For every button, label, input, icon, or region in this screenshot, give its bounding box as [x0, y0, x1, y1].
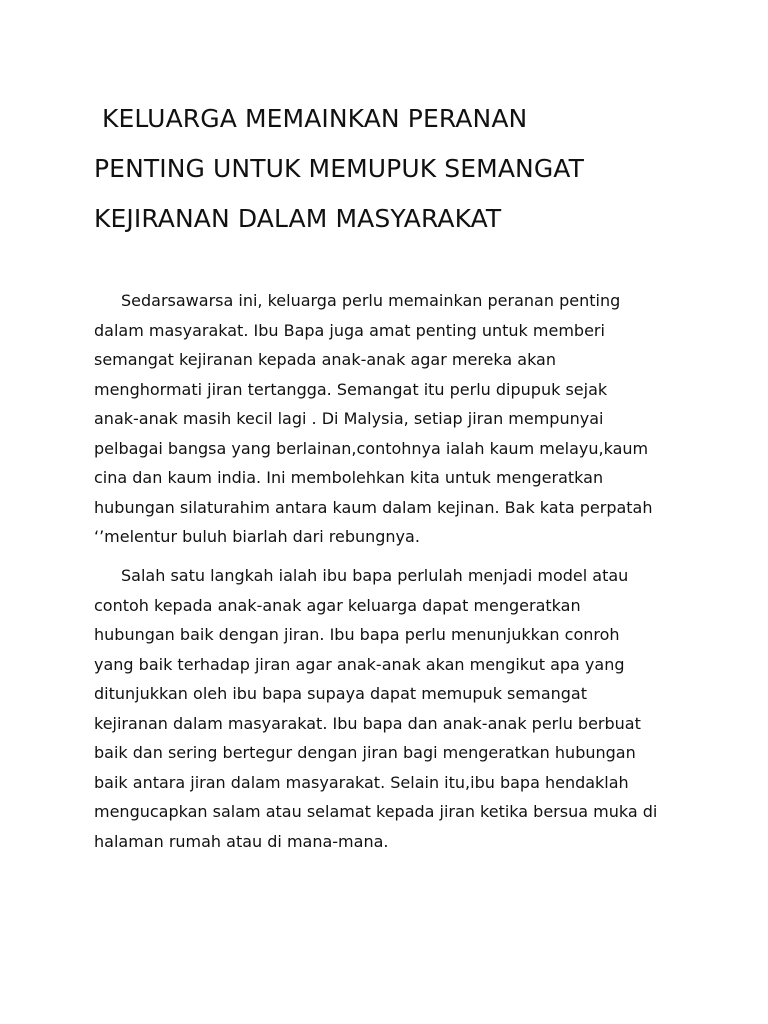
paragraph-line: Sedarsawarsa ini, keluarga perlu memainkan peranan penting	[121, 291, 621, 310]
paragraph-line: menghormati jiran tertangga. Semangat itu perlu dipupuk sejak	[94, 379, 608, 399]
paragraph-line: yang baik terhadap jiran agar anak-anak akan mengikut apa yang	[94, 654, 625, 674]
paragraph-line: anak-anak masih kecil lagi . Di Malysia, setiap jiran mempunyai	[94, 409, 604, 428]
paragraph-1	[94, 286, 714, 552]
paragraph-line: mengucapkan salam atau selamat kepada jiran ketika bersua muka di	[94, 802, 658, 821]
paragraph-line: contoh kepada anak-anak agar keluarga dapat mengeratkan	[94, 595, 581, 615]
document-title	[94, 94, 714, 244]
paragraph-line: semangat kejiranan kepada anak-anak agar mereka akan	[94, 350, 556, 369]
title-line: KELUARGA MEMAINKAN PERANAN	[102, 104, 528, 133]
paragraph-2	[94, 561, 714, 856]
paragraph-line: pelbagai bangsa yang berlainan,contohnya ialah kaum melayu,kaum	[94, 438, 649, 458]
paragraph-line: ‘’melentur buluh biarlah dari rebungnya.	[94, 527, 420, 546]
paragraph-line: Salah satu langkah ialah ibu bapa perlulah menjadi model atau	[121, 566, 629, 585]
paragraph-line: halaman rumah atau di mana-mana.	[94, 831, 389, 851]
title-line: PENTING UNTUK MEMUPUK SEMANGAT	[94, 154, 584, 183]
paragraph-line: cina dan kaum india. Ini membolehkan kita untuk mengeratkan	[94, 468, 604, 487]
paragraph-line: baik antara jiran dalam masyarakat. Selain itu,ibu bapa hendaklah	[94, 772, 629, 792]
paragraph-line: baik dan sering bertegur dengan jiran bagi mengeratkan hubungan	[94, 743, 636, 762]
paragraph-line: dalam masyarakat. Ibu Bapa juga amat penting untuk memberi	[94, 320, 605, 340]
paragraph-line: hubungan baik dengan jiran. Ibu bapa perlu menunjukkan conroh	[94, 625, 620, 644]
paragraph-line: hubungan silaturahim antara kaum dalam kejinan. Bak kata perpatah	[94, 497, 653, 517]
title-line: KEJIRANAN DALAM MASYARAKAT	[94, 204, 502, 233]
paragraph-line: kejiranan dalam masyarakat. Ibu bapa dan anak-anak perlu berbuat	[94, 713, 641, 733]
paragraph-line: ditunjukkan oleh ibu bapa supaya dapat memupuk semangat	[94, 684, 587, 703]
